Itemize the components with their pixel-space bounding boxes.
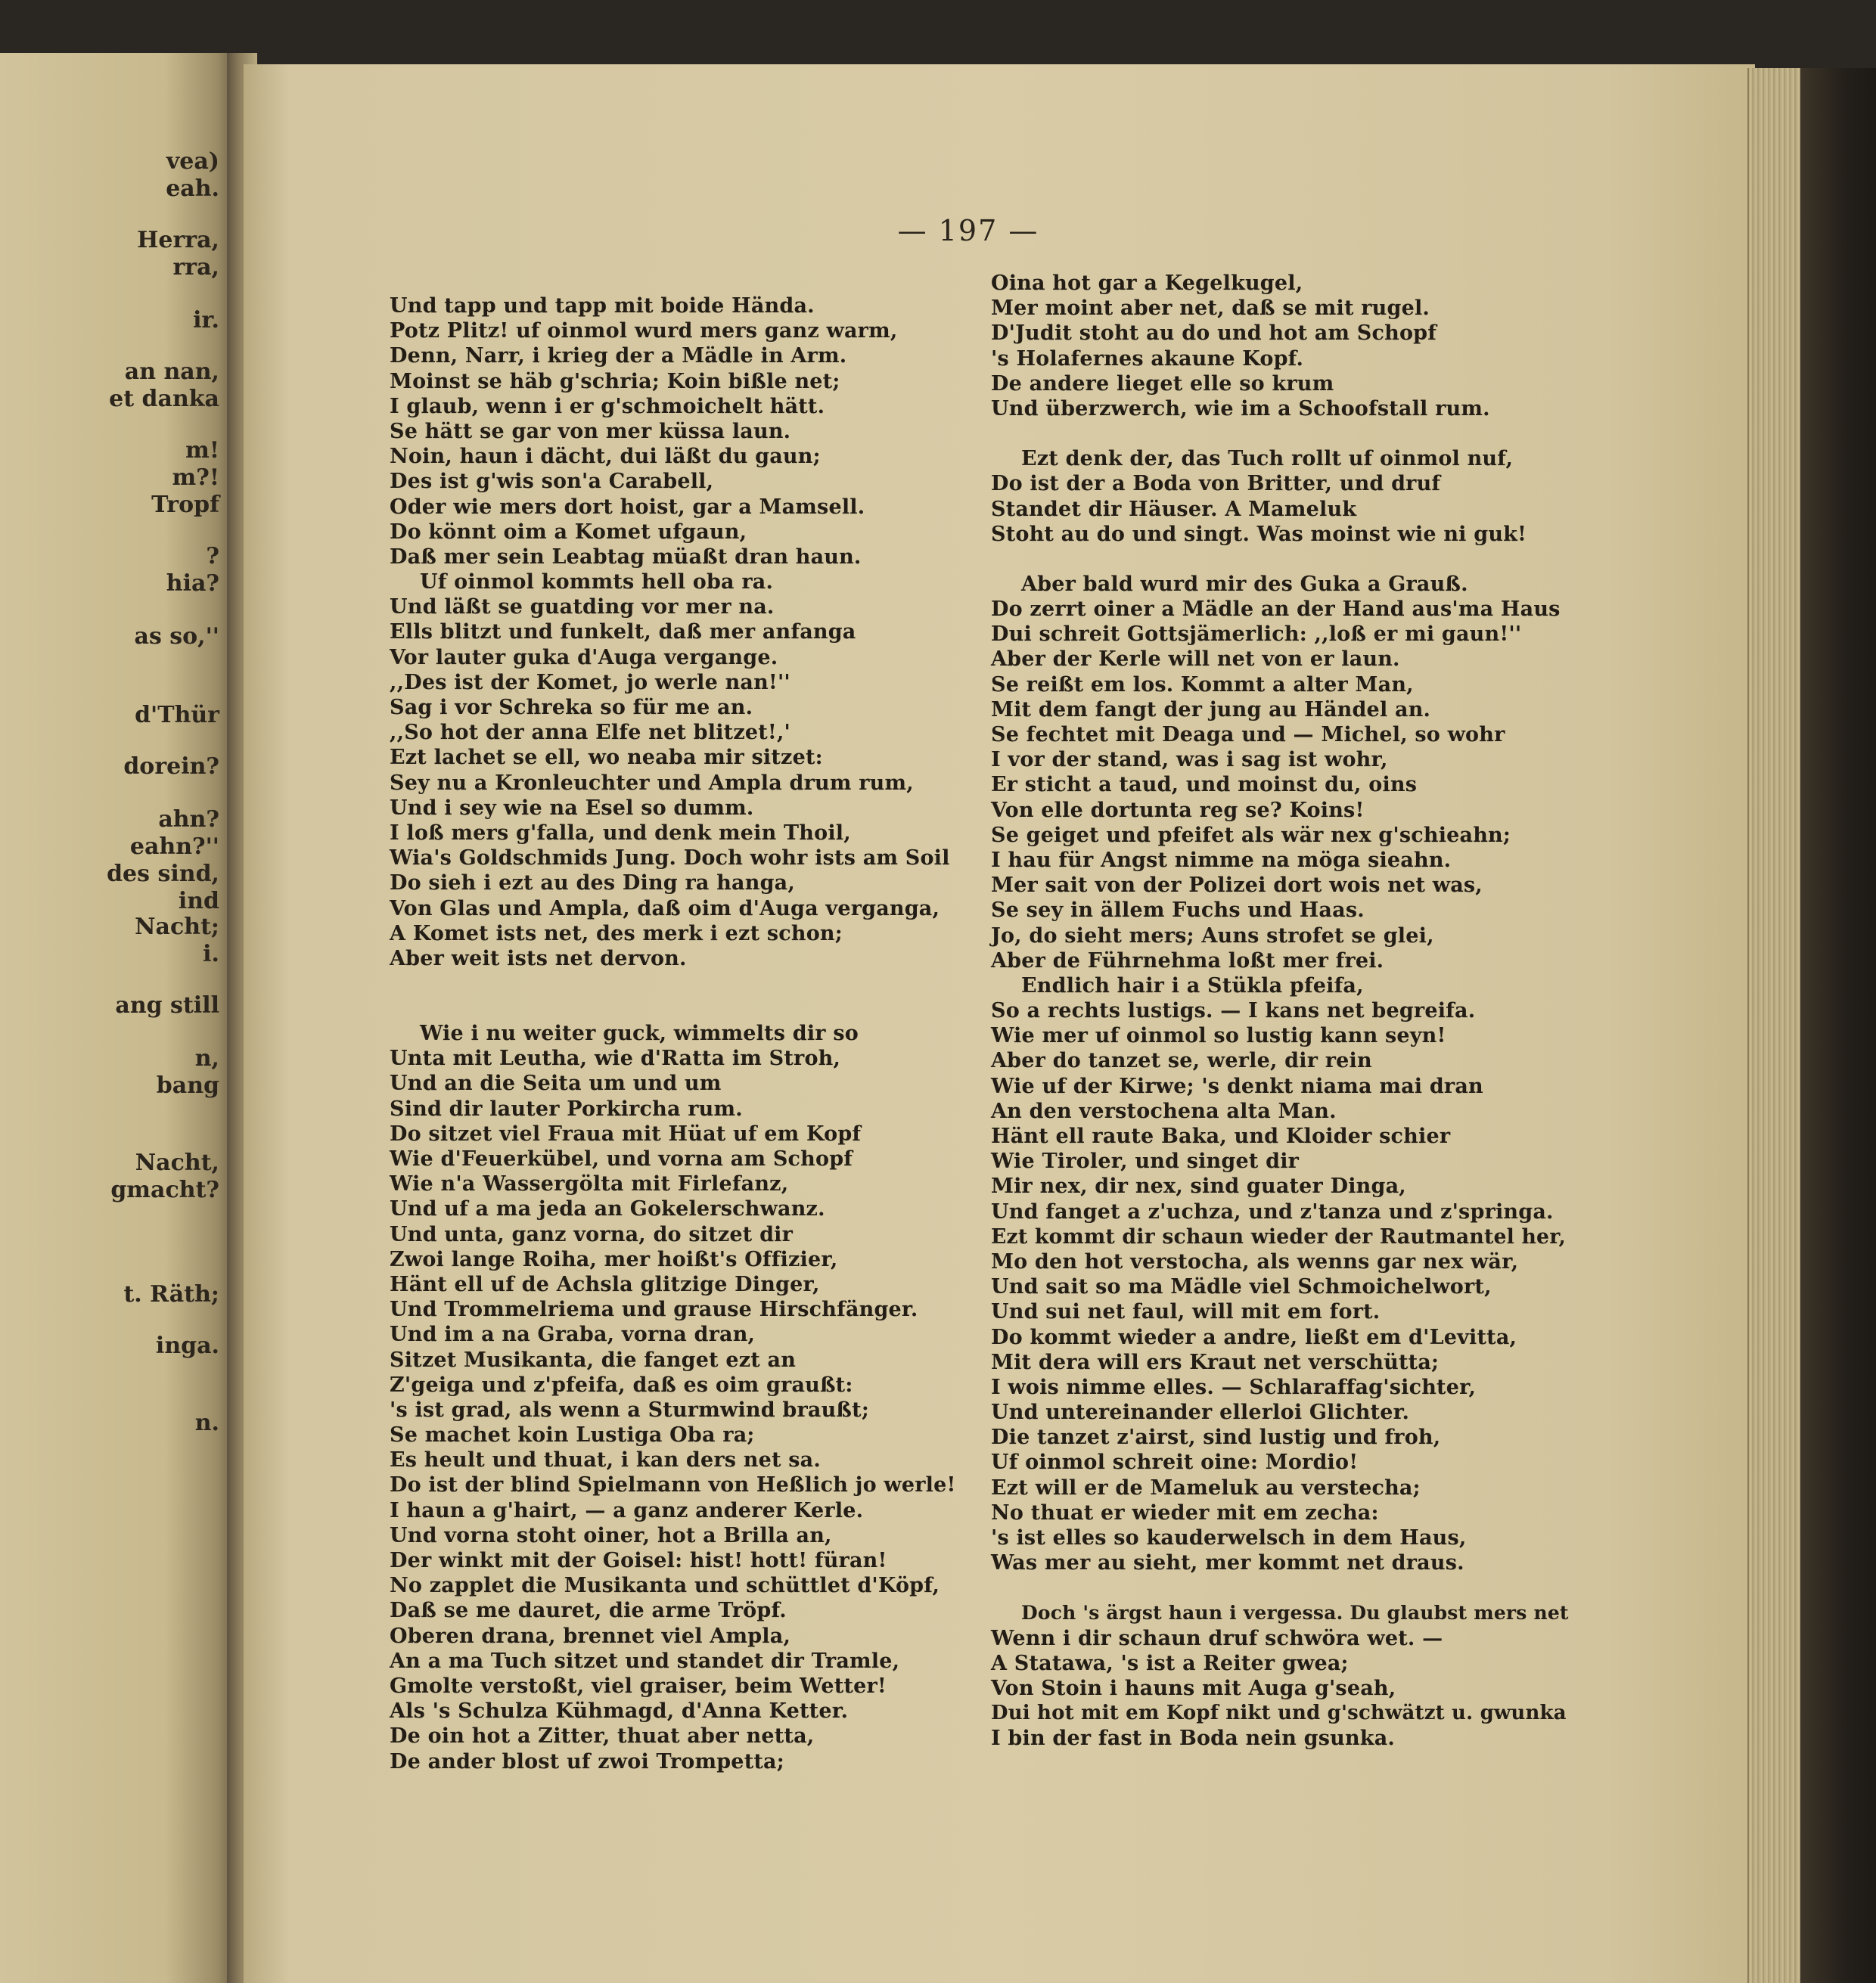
verse-line: Uf oinmol kommts hell oba ra. (420, 570, 774, 594)
verse-line: De oin hot a Zitter, thuat aber netta, (390, 1724, 815, 1749)
left-page-fragment: Nacht, (135, 1150, 219, 1176)
verse-line: Se reißt em los. Kommt a alter Man, (991, 672, 1414, 697)
text-column-right (991, 271, 1569, 1752)
verse-line: Wie n'a Wassergölta mit Firlefanz, (390, 1172, 789, 1196)
verse-line: No zapplet die Musikanta und schüttlet d'Köpf, (390, 1574, 940, 1598)
stanza-gap (390, 971, 964, 996)
left-page-fragment: Nacht; (135, 914, 219, 940)
verse-line: Se fechtet mit Deaga und — Michel, so wohr (991, 723, 1505, 746)
verse-line: Und vorna stoht oiner, hot a Brilla an, (390, 1523, 832, 1547)
verse-line: Und im a na Graba, vorna dran, (390, 1323, 756, 1347)
verse-line: So a rechts lustigs. — I kans net begreifa. (991, 999, 1476, 1023)
verse-line: Und uf a ma jeda an Gokelerschwanz. (390, 1197, 825, 1221)
left-page-fragment: t. Räth; (123, 1281, 219, 1308)
verse-line: Des ist g'wis son'a Carabell, (390, 470, 714, 494)
verse-line: 's Holafernes akaune Kopf. (991, 346, 1304, 371)
left-page-fragment: rra, (172, 254, 219, 281)
verse-line: Sind dir lauter Porkircha rum. (390, 1097, 743, 1121)
left-page-fragment: vea) (166, 148, 219, 175)
verse-line: Was mer au sieht, mer kommt net draus. (991, 1551, 1464, 1575)
verse-line: Daß se me dauret, die arme Tröpf. (390, 1599, 787, 1623)
verse-line: Und fanget a z'uchza, und z'tanza und z'springa. (991, 1199, 1554, 1224)
verse-line: Aber do tanzet se, werle, dir rein (991, 1049, 1372, 1073)
left-page-fragment: i. (203, 941, 219, 967)
left-page (0, 53, 236, 1983)
verse-line: Ezt will er de Mameluk au verstecha; (991, 1476, 1421, 1500)
verse-line: Als 's Schulza Kühmagd, d'Anna Ketter. (390, 1699, 849, 1724)
left-page-fragment: dorein? (123, 753, 219, 780)
verse-line: Mir nex, dir nex, sind guater Dinga, (991, 1175, 1406, 1199)
verse-line: De andere lieget elle so krum (991, 371, 1334, 396)
left-page-fragment: et danka (109, 386, 219, 412)
verse-line: Do ist der a Boda von Britter, und druf (991, 472, 1441, 496)
left-page-fragment: m?! (172, 464, 219, 491)
verse-line: I glaub, wenn i er g'schmoichelt hätt. (390, 394, 825, 418)
verse-line: Ezt kommt dir schaun wieder der Rautmantel her, (991, 1224, 1567, 1249)
verse-line: Uf oinmol schreit oine: Mordio! (991, 1451, 1359, 1475)
verse-line: Mo den hot verstocha, als wenns gar nex wär, (991, 1249, 1519, 1274)
verse-line: Aber de Führnehma loßt mer frei. (991, 948, 1384, 973)
verse-line: Zwoi lange Roiha, mer hoißt's Offizier, (390, 1247, 838, 1271)
verse-line: Doch 's ärgst haun i vergessa. Du glaubst mers net (1021, 1602, 1569, 1625)
verse-line: 's ist grad, als wenn a Sturmwind braußt; (390, 1398, 869, 1422)
left-page-fragment: n. (194, 1410, 219, 1436)
verse-line: Aber bald wurd mir des Guka a Grauß. (1021, 572, 1468, 596)
verse-line: Ells blitzt und funkelt, daß mer anfanga (390, 620, 856, 644)
verse-line: Der winkt mit der Goisel: hist! hott! füran! (390, 1549, 887, 1572)
verse-line: Noin, haun i dächt, dui läßt du gaun; (390, 445, 821, 469)
verse-line: De ander blost uf zwoi Trompetta; (390, 1749, 784, 1774)
left-page-fragment: ahn? (158, 806, 219, 833)
left-page-fragment: ir. (193, 307, 219, 334)
verse-line: ,,Des ist der Komet, jo werle nan!'' (390, 670, 790, 694)
page-number: — 197 — (897, 214, 1039, 247)
verse-line: Oberen drana, brennet viel Ampla, (390, 1624, 791, 1648)
verse-line: Gmolte verstoßt, viel graiser, beim Wetter! (390, 1674, 887, 1698)
verse-line: Wie d'Feuerkübel, und vorna am Schopf (390, 1147, 853, 1171)
verse-line: Wie mer uf oinmol so lustig kann seyn! (991, 1024, 1446, 1048)
verse-line: Wenn i dir schaun druf schwöra wet. — (991, 1626, 1443, 1650)
verse-line: Wie Tiroler, und singet dir (991, 1150, 1300, 1174)
verse-line: Und tapp und tapp mit boide Hända. (390, 294, 815, 318)
verse-line: Oder wie mers dort hoist, gar a Mamsell. (390, 495, 865, 519)
left-page-fragment: Herra, (137, 227, 219, 253)
verse-line: Hänt ell uf de Achsla glitzige Dinger, (390, 1272, 820, 1296)
verse-line: 's ist elles so kauderwelsch in dem Haus, (991, 1526, 1467, 1550)
verse-line: Se hätt se gar von mer küssa laun. (390, 419, 791, 443)
verse-line: Und untereinander ellerloi Glichter. (991, 1401, 1410, 1425)
verse-line: A Komet ists net, des merk i ezt schon; (390, 921, 843, 945)
verse-line: Sitzet Musikanta, die fanget ezt an (390, 1348, 797, 1372)
verse-line: Er sticht a taud, und moinst du, oins (991, 773, 1418, 797)
verse-line: Mit dem fangt der jung au Händel an. (991, 697, 1431, 722)
verse-line: Und i sey wie na Esel so dumm. (390, 796, 754, 820)
verse-line: An a ma Tuch sitzet und standet dir Tramle, (390, 1649, 900, 1673)
verse-line: I loß mers g'falla, und denk mein Thoil, (390, 821, 851, 845)
verse-line: I vor der stand, was i sag ist wohr, (991, 748, 1388, 772)
verse-line: Potz Plitz! uf oinmol wurd mers ganz warm, (390, 319, 898, 343)
verse-line: A Statawa, 's ist a Reiter gwea; (991, 1651, 1349, 1675)
verse-line: Oina hot gar a Kegelkugel, (991, 272, 1303, 295)
verse-line: Und Trommelriema und grause Hirschfänger. (390, 1298, 918, 1322)
text-column-left (390, 293, 964, 1774)
left-page-fragment: bang (156, 1072, 219, 1099)
verse-line: An den verstochena alta Man. (991, 1099, 1337, 1123)
stanza-gap (991, 421, 1566, 446)
verse-line: Stoht au do und singt. Was moinst wie ni guk! (991, 522, 1527, 546)
left-page-fragment: ? (206, 543, 219, 569)
verse-line: Se sey in ällem Fuchs und Haas. (991, 898, 1365, 923)
verse-line: Die tanzet z'airst, sind lustig und froh, (991, 1426, 1441, 1450)
verse-line: I bin der fast in Boda nein gsunka. (991, 1727, 1395, 1751)
verse-line: Wie uf der Kirwe; 's denkt niama mai dran (991, 1074, 1483, 1098)
verse-line: Aber weit ists net dervon. (390, 946, 687, 970)
left-page-fragment: inga. (155, 1333, 219, 1359)
left-page-fragment: gmacht? (110, 1177, 219, 1203)
left-page-fragment: hia? (166, 570, 219, 597)
verse-line: Daß mer sein Leabtag müaßt dran haun. (390, 545, 862, 569)
left-page-fragment: as so,'' (134, 623, 219, 650)
verse-line: Ezt lachet se ell, wo neaba mir sitzet: (390, 746, 823, 770)
verse-line: Und sui net faul, will mit em fort. (991, 1300, 1381, 1324)
left-page-fragment: eahn?'' (129, 833, 219, 860)
page-edges (1747, 68, 1802, 1983)
verse-line: D'Judit stoht au do und hot am Schopf (991, 321, 1437, 346)
verse-line: Denn, Narr, i krieg der a Mädle in Arm. (390, 344, 847, 368)
left-page-fragment: d'Thür (135, 702, 219, 728)
verse-line: Mit dera will ers Kraut net verschütta; (991, 1350, 1440, 1374)
left-page-fragment: m! (185, 437, 219, 464)
verse-line: I hau für Angst nimme na möga sieahn. (991, 848, 1452, 872)
stanza-gap (991, 547, 1566, 572)
verse-line: Vor lauter guka d'Auga vergange. (390, 645, 778, 669)
verse-line: No thuat er wieder mit em zecha: (991, 1500, 1379, 1525)
verse-line: ,,So hot der anna Elfe net blitzet!,' (390, 721, 791, 745)
verse-line: Aber der Kerle will net von er laun. (991, 647, 1400, 672)
verse-line: Und unta, ganz vorna, do sitzet dir (390, 1222, 794, 1246)
verse-line: Von Glas und Ampla, daß oim d'Auga verganga, (390, 896, 940, 920)
verse-line: Dui hot mit em Kopf nikt und g'schwätzt u. gwunka (991, 1702, 1567, 1725)
verse-line: Und sait so ma Mädle viel Schmoichelwort, (991, 1275, 1492, 1299)
verse-line: Und läßt se guatding vor mer na. (390, 595, 775, 619)
verse-line: I wois nimme elles. — Schlaraffag'sichter, (991, 1375, 1477, 1399)
verse-line: Wie i nu weiter guck, wimmelts dir so (420, 1022, 859, 1046)
left-page-fragment: ind (178, 888, 219, 914)
verse-line: Sey nu a Kronleuchter und Ampla drum rum, (390, 771, 914, 795)
verse-line: Mer moint aber net, daß se mit rugel. (991, 296, 1430, 321)
verse-line: Hänt ell raute Baka, und Kloider schier (991, 1125, 1451, 1148)
verse-line: Ezt denk der, das Tuch rollt uf oinmol nuf, (1021, 447, 1514, 471)
left-page-fragment: des sind, (107, 861, 219, 887)
left-page-fragment: eah. (166, 175, 219, 202)
stanza-gap (991, 1575, 1566, 1600)
verse-line: Se geiget und pfeifet als wär nex g'schieahn; (991, 823, 1511, 847)
page-edges-shadow (1800, 68, 1876, 1983)
verse-line: Do ist der blind Spielmann von Heßlich jo werle! (390, 1473, 956, 1497)
verse-line: Standet dir Häuser. A Mameluk (991, 497, 1357, 521)
verse-line: Dui schreit Gottsjämerlich: ,,loß er mi gaun!'' (991, 622, 1522, 647)
verse-line: Wia's Goldschmids Jung. Doch wohr ists am Soil (390, 846, 950, 870)
verse-line: Do kommt wieder a andre, ließt em d'Levitta, (991, 1325, 1517, 1349)
left-page-fragment: n, (194, 1045, 219, 1072)
verse-line: Do sitzet viel Fraua mit Hüat uf em Kopf (390, 1122, 862, 1146)
verse-line: Mer sait von der Polizei dort wois net was, (991, 874, 1483, 898)
verse-line: Sag i vor Schreka so für me an. (390, 696, 753, 719)
verse-line: Und an die Seita um und um (390, 1072, 722, 1096)
left-page-fragment: Tropf (151, 492, 219, 518)
verse-line: Es heult und thuat, i kan ders net sa. (390, 1448, 821, 1473)
verse-line: Z'geiga und z'pfeifa, daß es oim graußt: (390, 1373, 853, 1397)
verse-line: Von elle dortunta reg se? Koins! (991, 798, 1365, 822)
left-page-fragment: ang still (115, 992, 219, 1019)
verse-line: Do zerrt oiner a Mädle an der Hand aus'ma Haus (991, 597, 1561, 622)
verse-line: Von Stoin i hauns mit Auga g'seah, (991, 1676, 1396, 1700)
verse-line: Und überzwerch, wie im a Schoofstall rum. (991, 396, 1490, 420)
verse-line: Jo, do sieht mers; Auns strofet se glei, (991, 923, 1434, 948)
verse-line: Se machet koin Lustiga Oba ra; (390, 1423, 755, 1448)
verse-line: Endlich hair i a Stükla pfeifa, (1021, 973, 1364, 998)
verse-line: Do sieh i ezt au des Ding ra hanga, (390, 871, 795, 895)
verse-line: Unta mit Leutha, wie d'Ratta im Stroh, (390, 1047, 841, 1071)
left-page-fragment: an nan, (124, 358, 219, 385)
verse-line: Do könnt oim a Komet ufgaun, (390, 520, 747, 544)
verse-line: I haun a g'hairt, — a ganz anderer Kerle. (390, 1498, 864, 1522)
stanza-gap (390, 996, 964, 1021)
verse-line: Moinst se häb g'schria; Koin bißle net; (390, 369, 840, 393)
